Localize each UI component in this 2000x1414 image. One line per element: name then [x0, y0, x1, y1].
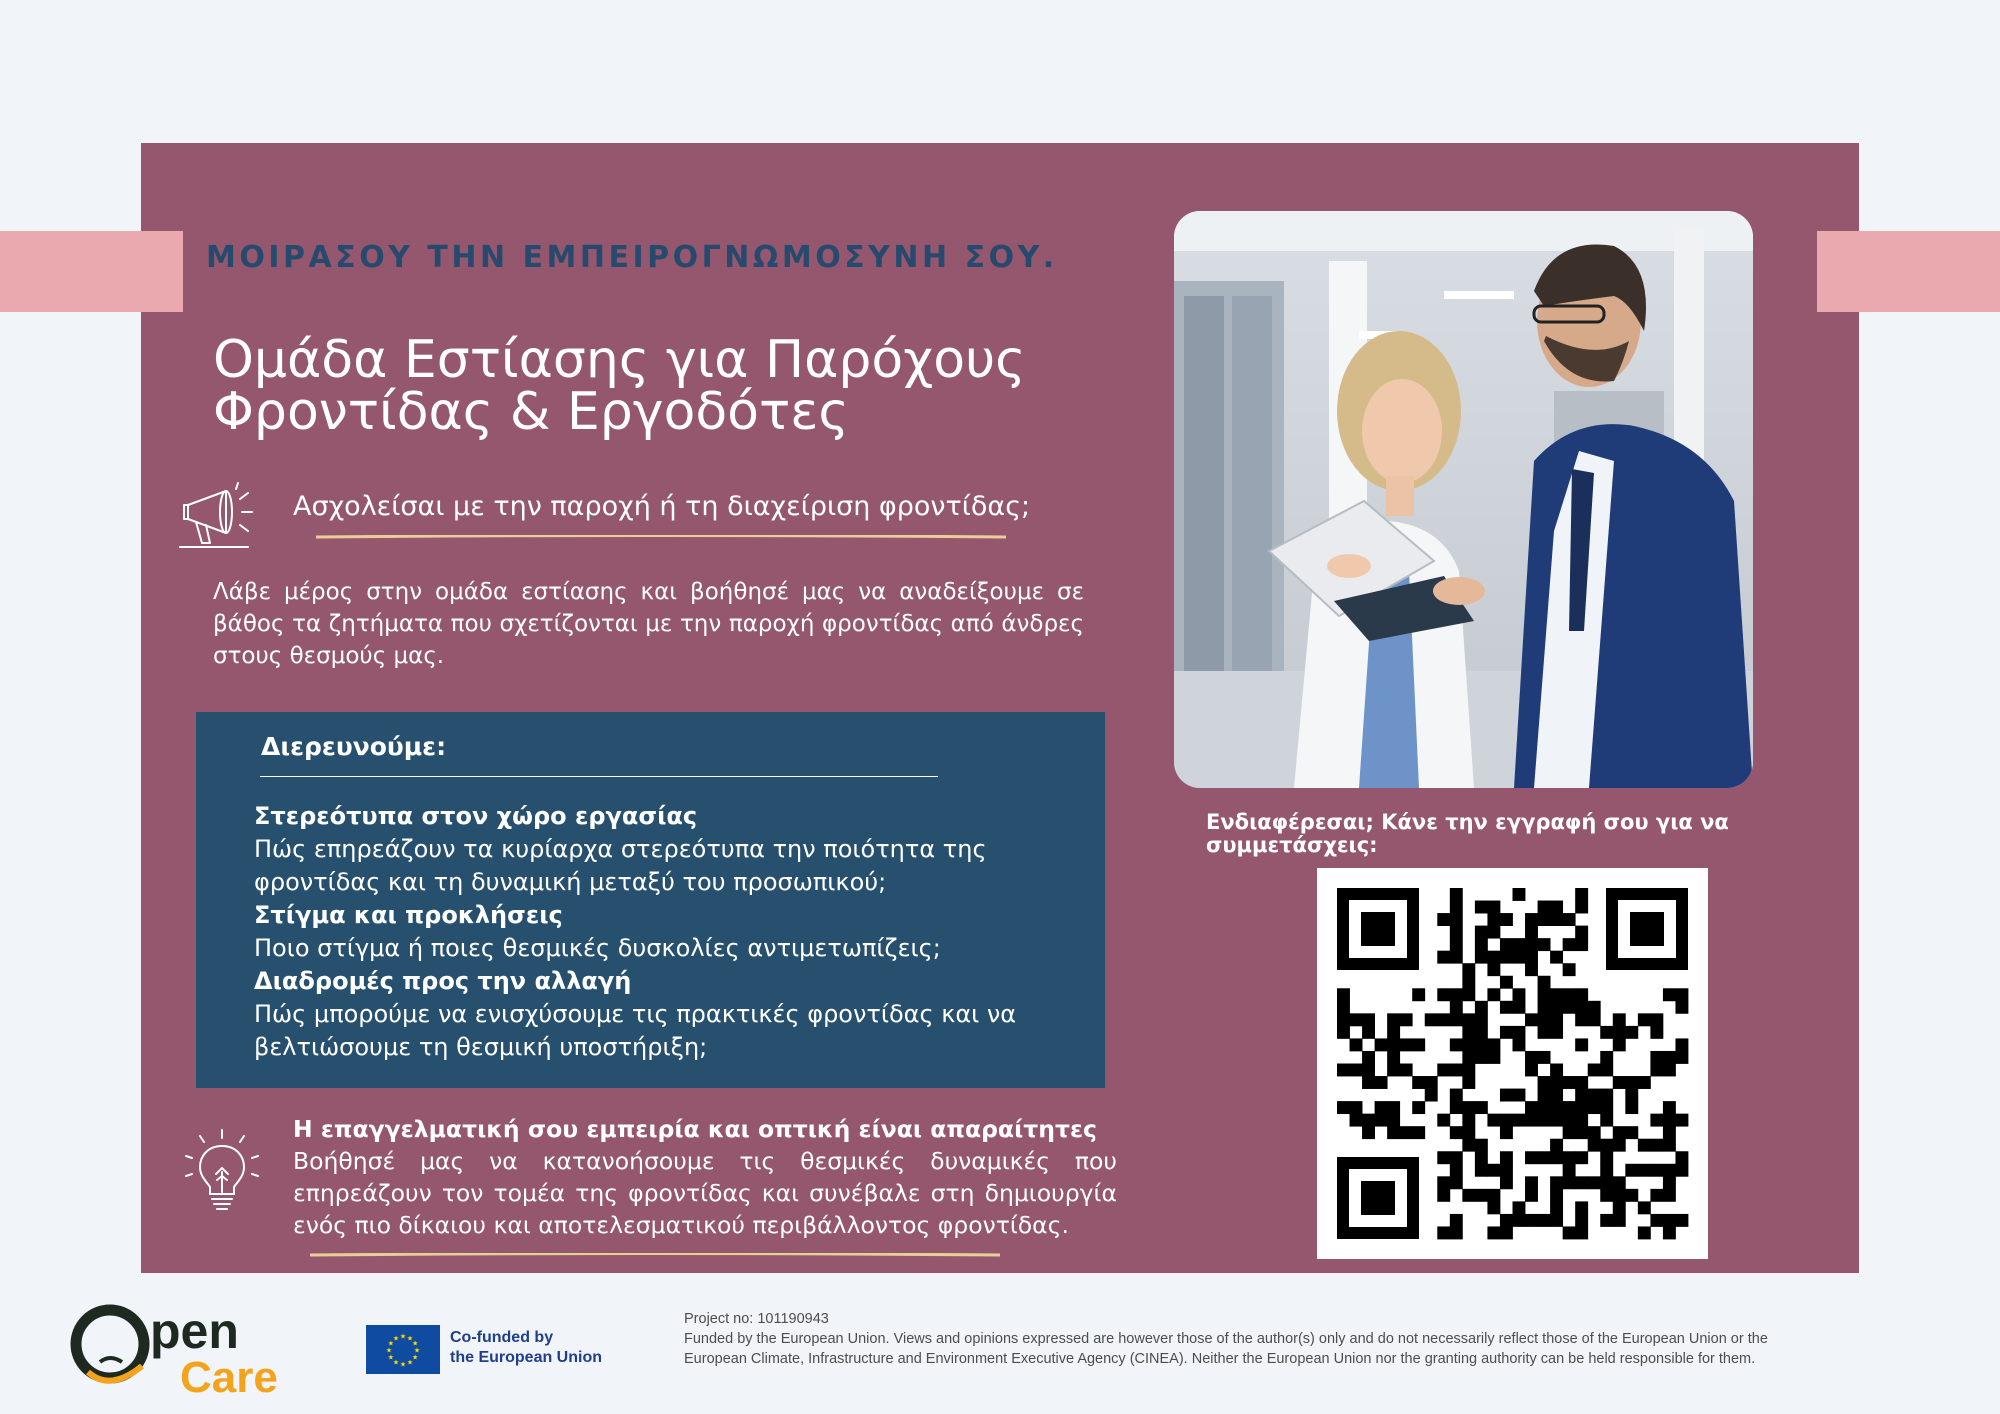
closing-text: Βοήθησέ μας να κατανοήσουμε τις θεσμικές δυναμικές που επηρεάζουν τον τομέα της φροντίδας και συνέβαλε στη δημιουργία ενός πιο δίκαιου και αποτελεσματικού περιβάλλοντος φροντίδας. — [293, 1147, 1117, 1239]
svg-text:★: ★ — [387, 1339, 395, 1348]
decorative-tab-right — [1817, 231, 2000, 312]
registration-qr-code[interactable] — [1317, 868, 1708, 1259]
divider-line — [316, 535, 1006, 539]
explore-list — [254, 800, 1074, 1064]
open-care-logo — [70, 1300, 300, 1396]
intro-paragraph: Λάβε μέρος στην ομάδα εστίασης και βοήθησέ μας να αναδείξουμε σε βάθος τα ζητήματα που σχετίζονται με την παροχή φροντίδας από άνδρες στους θεσμούς μας. — [213, 579, 1084, 669]
svg-text:★: ★ — [392, 1358, 400, 1367]
svg-text:★: ★ — [385, 1346, 393, 1355]
eu-text-line-2: the European Union — [450, 1349, 602, 1366]
divider-line — [310, 1253, 1000, 1257]
topic-text: Πώς μπορούμε να ενισχύσουμε τις πρακτικές φροντίδας και να βελτιώσουμε τη θεσμική υποστήριξη; — [254, 1000, 1017, 1061]
svg-text:★: ★ — [411, 1353, 419, 1362]
eu-text-line-1: Co-funded by — [450, 1329, 554, 1346]
svg-text:★: ★ — [399, 1360, 407, 1369]
title-line-2: Φροντίδας & Εργοδότες — [213, 382, 849, 442]
svg-text:pen: pen — [150, 1303, 239, 1359]
register-call-to-action: Ενδιαφέρεσαι; Κάνε την εγγραφή σου για να συμμετάσχεις: — [1206, 810, 1729, 857]
explore-divider — [260, 776, 938, 777]
kicker-heading: ΜΟΙΡΑΣΟΥ ΤΗΝ ΕΜΠΕΙΡΟΓΝΩΜΟΣΥΝΗ ΣΟΥ. — [206, 240, 1058, 275]
topic-title: Στίγμα και προκλήσεις — [254, 901, 563, 929]
funding-disclaimer — [684, 1309, 1824, 1369]
eu-cofunded-label — [450, 1328, 602, 1368]
explore-heading: Διερευνούμε: — [261, 732, 447, 761]
topic-title: Στερεότυπα στον χώρο εργασίας — [254, 802, 698, 830]
page-title — [213, 330, 1113, 442]
disclaimer-text: Funded by the European Union. Views and opinions expressed are however those of the author(s) only and do not necessarily reflect those of the European Union or the European Climate, Infrastructure and Environment Executive Agency (CINEA). Neither the European Union nor the granting authority can be held responsible for them. — [684, 1331, 1768, 1367]
svg-text:★: ★ — [387, 1353, 395, 1362]
lightbulb-icon — [184, 1124, 260, 1214]
eu-flag-icon — [366, 1325, 440, 1374]
svg-text:★: ★ — [406, 1334, 414, 1343]
project-number: Project no: 101190943 — [684, 1311, 829, 1327]
topic-title: Διαδρομές προς την αλλαγή — [254, 967, 632, 995]
svg-text:★: ★ — [411, 1339, 419, 1348]
svg-text:Care: Care — [180, 1353, 278, 1396]
photo-doctor-and-businessman — [1174, 211, 1753, 788]
svg-text:★: ★ — [413, 1346, 421, 1355]
explore-box — [196, 712, 1105, 1088]
svg-text:★: ★ — [399, 1332, 407, 1341]
question-text: Ασχολείσαι με την παροχή ή τη διαχείριση φροντίδας; — [293, 491, 1031, 522]
title-line-1: Ομάδα Εστίασης για Παρόχους — [213, 330, 1026, 390]
decorative-tab-left — [0, 231, 183, 312]
svg-text:★: ★ — [392, 1334, 400, 1343]
closing-heading: Η επαγγελματική σου εμπειρία και οπτική είναι απαραίτητες — [293, 1115, 1097, 1143]
closing-block — [293, 1113, 1117, 1241]
megaphone-icon — [178, 481, 258, 553]
topic-text: Ποιο στίγμα ή ποιες θεσμικές δυσκολίες αντιμετωπίζεις; — [254, 934, 941, 962]
svg-text:★: ★ — [406, 1358, 414, 1367]
topic-text: Πώς επηρεάζουν τα κυρίαρχα στερεότυπα την ποιότητα της φροντίδας και τη δυναμική μεταξύ του προσωπικού; — [254, 835, 987, 896]
